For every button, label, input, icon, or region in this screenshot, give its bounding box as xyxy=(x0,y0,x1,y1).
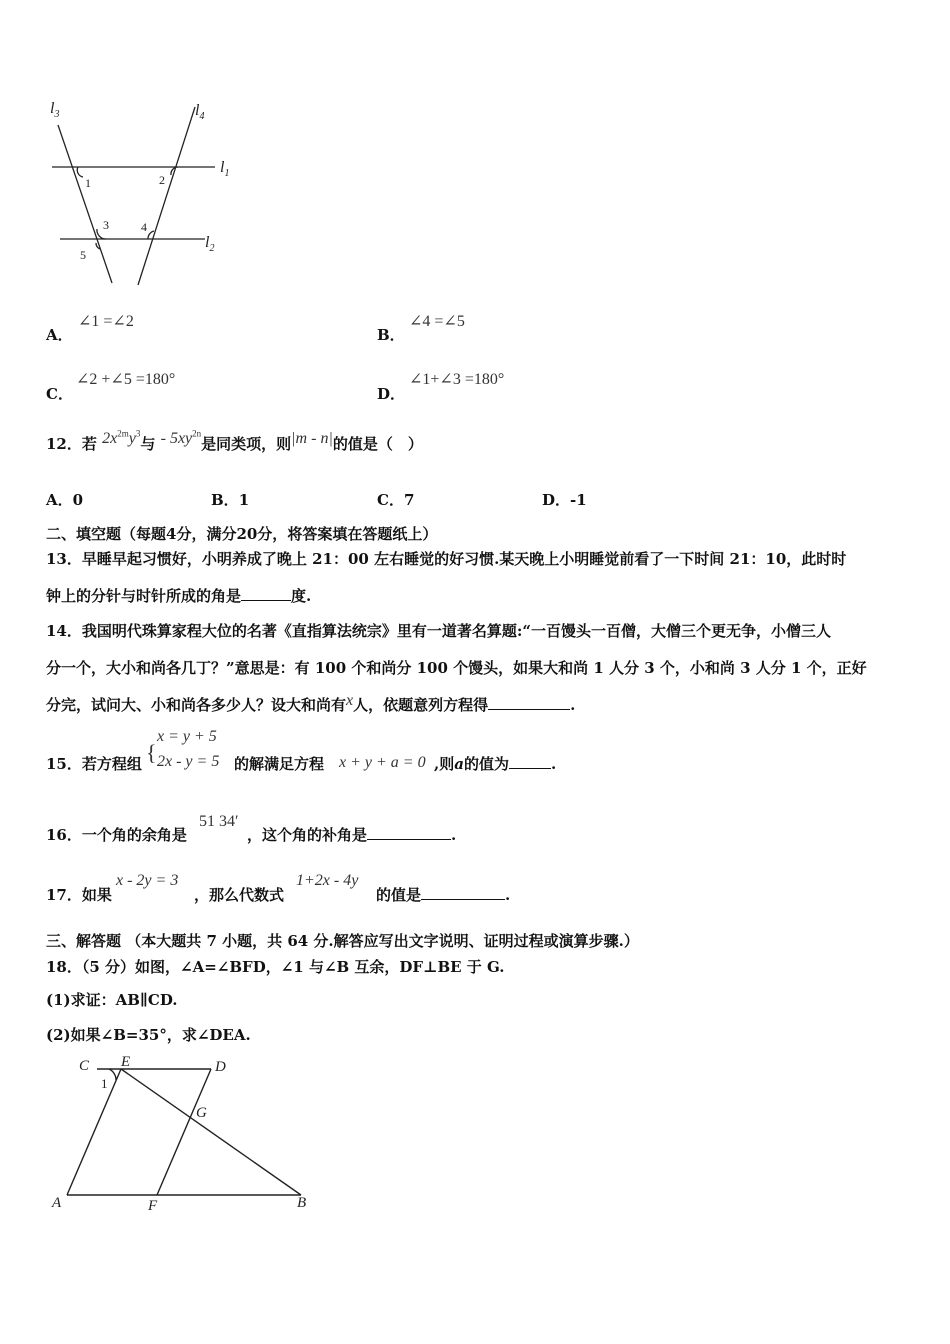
label-angle-5: 5 xyxy=(80,248,86,262)
q17-expr: 1+2x - 4y xyxy=(296,872,359,889)
option-c-expr: ∠2 +∠5 =180° xyxy=(76,371,176,388)
label-l3: $l_3$ xyxy=(50,100,60,120)
label-l1: $l_1$ xyxy=(220,159,230,179)
q15-eq-1: x = y + 5 xyxy=(157,728,217,745)
figure-parallel-lines xyxy=(40,95,250,295)
line-l4 xyxy=(138,107,195,285)
option-a-letter: A． xyxy=(46,326,73,344)
q16-text-1: 16．一个角的余角是 xyxy=(46,826,187,844)
label-a: A xyxy=(52,1195,62,1211)
q15-eq-3: x + y + a = 0 xyxy=(339,754,426,771)
q17-eq: x - 2y = 3 xyxy=(116,872,179,889)
q12-option-a: A．0 xyxy=(46,491,84,509)
q12-text-4: 的值是（ ） xyxy=(332,435,423,453)
q18-line-3: (2)如果∠B=35°，求∠DEA. xyxy=(46,1026,251,1044)
figure-q18 xyxy=(45,1052,325,1218)
q15-text-2: 的解满足方程 xyxy=(234,755,325,773)
q17-text-3: 的值是 . xyxy=(376,886,511,904)
q15-text-1: 15．若方程组 xyxy=(46,755,142,773)
q16-answer-blank[interactable] xyxy=(367,825,451,840)
q15-brace: { xyxy=(146,740,157,765)
label-e: E xyxy=(121,1054,131,1070)
label-angle-1: 1 xyxy=(85,176,91,190)
segment-eb xyxy=(121,1069,301,1195)
q15-text-3: ,则a的值为 . xyxy=(434,755,557,773)
q16-angle: 51 34′ xyxy=(199,813,239,830)
label-angle-1: 1 xyxy=(101,1076,108,1091)
segment-fd xyxy=(157,1069,211,1195)
q13-line-1: 13．早睡早起习惯好，小明养成了晚上 21：00 左右睡觉的好习惯.某天晚上小明睡觉前看了一下时间 21：10，此时时 xyxy=(46,550,847,568)
option-d-letter: D． xyxy=(377,385,406,403)
q12-term-2: - $5xy^{2n}$ xyxy=(160,428,202,447)
option-c-letter: C． xyxy=(46,385,73,403)
q12-number: 12． xyxy=(46,435,82,453)
q15-answer-blank[interactable] xyxy=(509,754,551,769)
label-g: G xyxy=(196,1105,207,1121)
q16-text-2: ，这个角的补角是 . xyxy=(247,826,457,844)
angle-arc-1 xyxy=(77,167,83,177)
question-12 xyxy=(46,428,423,454)
label-l4: $l_4$ xyxy=(195,102,205,122)
label-angle-2: 2 xyxy=(159,173,165,187)
q14-line-1: 14．我国明代珠算家程大位的名著《直指算法统宗》里有一道著名算题:“一百馒头一百僧，大僧三个更无争，小僧三人 xyxy=(46,622,832,640)
q12-text-3: 是同类项，则 xyxy=(201,435,292,453)
q14-line-2: 分一个，大小和尚各几丁？”意思是：有 100 个和尚分 100 个馒头，如果大和尚 1 人分 3 个，小和尚 3 人分 1 个，正好 xyxy=(46,659,867,677)
q12-term-1: $2x^{2m}y^3$ xyxy=(102,428,141,447)
q13-line-2: 钟上的分针与时针所成的角是 度. xyxy=(46,587,312,605)
label-l2: $l_2$ xyxy=(205,234,215,254)
label-angle-3: 3 xyxy=(103,218,109,232)
q17-text-1: 17．如果 xyxy=(46,886,112,904)
q17-answer-blank[interactable] xyxy=(421,885,505,900)
q15-eq-2: 2x - y = 5 xyxy=(157,753,220,770)
label-b: B xyxy=(297,1195,307,1211)
label-f: F xyxy=(148,1198,158,1214)
label-angle-4: 4 xyxy=(141,220,147,234)
q12-text-1: 若 xyxy=(81,435,97,453)
option-b-expr: ∠4 =∠5 xyxy=(409,313,465,330)
option-a-expr: ∠1 =∠2 xyxy=(78,313,134,330)
q12-option-c: C．7 xyxy=(377,491,415,509)
segment-ae xyxy=(67,1069,121,1195)
q12-option-b: B．1 xyxy=(211,491,250,509)
section-3-heading: 三、解答题 （本大题共 7 小题，共 64 分.解答应写出文字说明、证明过程或演算步骤.） xyxy=(46,932,639,950)
label-c: C xyxy=(79,1058,90,1074)
q18-line-1: 18．（5 分）如图，∠A=∠BFD，∠1 与∠B 互余，DF⊥BE 于 G. xyxy=(46,958,505,976)
q18-line-2: (1)求证：AB∥CD. xyxy=(46,991,178,1009)
q14-answer-blank[interactable] xyxy=(488,695,570,710)
option-d-expr: ∠1+∠3 =180° xyxy=(409,371,505,388)
section-2-heading: 二、填空题（每题4分，满分20分，将答案填在答题纸上） xyxy=(46,525,438,543)
q13-answer-blank[interactable] xyxy=(241,586,291,601)
angle-arc-1 xyxy=(109,1069,116,1080)
label-d: D xyxy=(215,1059,226,1075)
q14-line-3: 分完，试问大、小和尚各多少人？设大和尚有x人，依题意列方程得 . xyxy=(46,692,576,714)
q12-text-2: 与 xyxy=(140,435,156,453)
option-b-letter: B． xyxy=(377,326,405,344)
q17-text-2: ，那么代数式 xyxy=(194,886,285,904)
q12-option-d: D．-1 xyxy=(542,491,587,509)
q12-abs-expr: |m - n| xyxy=(291,430,333,447)
